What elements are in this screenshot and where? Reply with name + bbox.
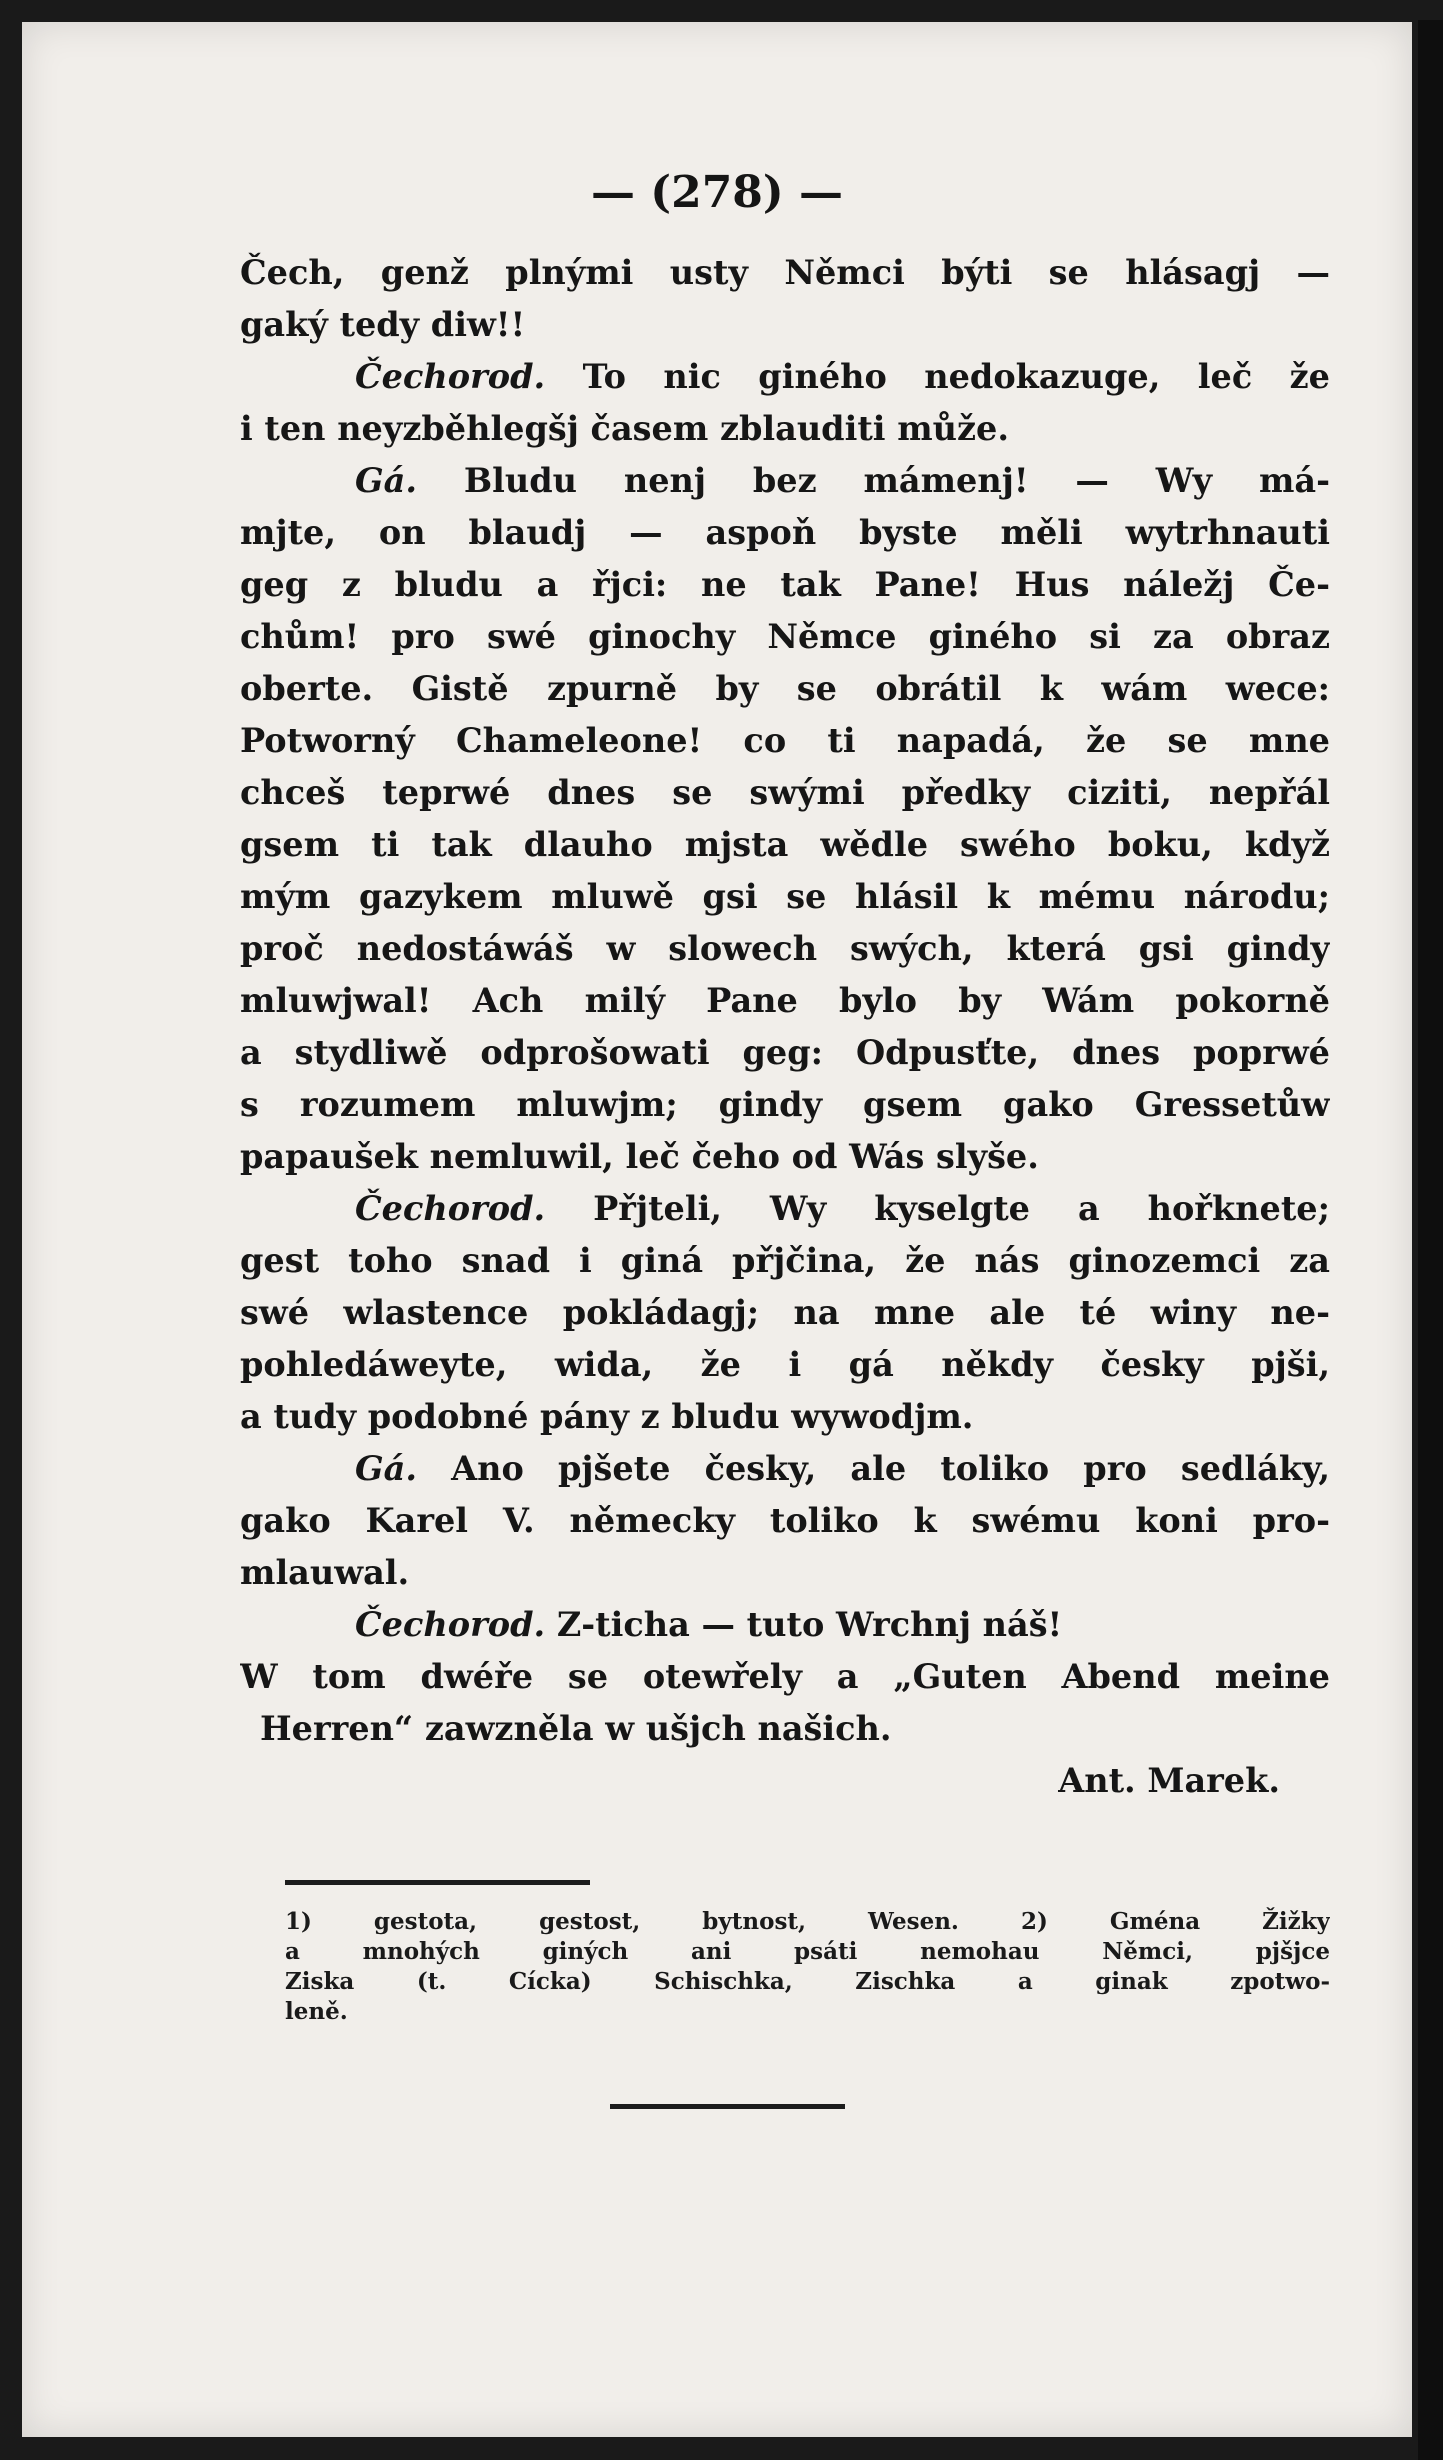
author-signature: Ant. Marek.: [1058, 1761, 1280, 1800]
speech-text: Přjteli, Wy kyselgte a hořknete;: [545, 1189, 1330, 1228]
text-line: mlauwal.: [240, 1553, 410, 1592]
text-line: W tom dwéře se otewřely a „Guten Abend meine: [240, 1657, 1330, 1696]
text-line: Herren“ zawzněla w ušjch našich.: [260, 1709, 892, 1748]
text-line: proč nedostáwáš w slowech swých, která gsi gindy: [240, 929, 1330, 968]
text-line: oberte. Gistě zpurně by se obrátil k wám wece:: [240, 669, 1330, 708]
speaker-name: Čechorod.: [355, 1605, 546, 1644]
text-line: mluwjwal! Ach milý Pane bylo by Wám pokorně: [240, 981, 1330, 1020]
text-line: Potworný Chameleone! co ti napadá, že se mne: [240, 721, 1330, 760]
text-line: geg z bludu a řjci: ne tak Pane! Hus náležj Če-: [240, 565, 1330, 604]
main-text: [240, 247, 1330, 1807]
text-line: gaký tedy diw!!: [240, 305, 526, 344]
end-rule: [610, 2104, 845, 2109]
text-line: chům! pro swé ginochy Němce giného si za obraz: [240, 617, 1330, 656]
speaker-name: Čechorod.: [355, 357, 546, 396]
text-line: [240, 351, 1330, 403]
text-line: i ten neyzběhlegšj časem zblauditi může.: [240, 409, 1009, 448]
text-line: swé wlastence pokládagj; na mne ale té winy ne-: [240, 1293, 1330, 1332]
speaker-name: Čechorod.: [355, 1189, 546, 1228]
text-line: s rozumem mluwjm; gindy gsem gako Gressetůw: [240, 1085, 1330, 1124]
text-line: gsem ti tak dlauho mjsta wědle swého boku, když: [240, 825, 1330, 864]
text-line: chceš teprwé dnes se swými předky ciziti, nepřál: [240, 773, 1330, 812]
footnote-line: 1) gestota, gestost, bytnost, Wesen. 2) Gména Žižky: [285, 1908, 1330, 1935]
text-line: pohledáweyte, wida, že i gá někdy česky pjši,: [240, 1345, 1330, 1384]
text-line: gest toho snad i giná přjčina, že nás ginozemci za: [240, 1241, 1330, 1280]
speech-text: Z-ticha — tuto Wrchnj náš!: [545, 1605, 1063, 1644]
text-line: [240, 455, 1330, 507]
footnote-line: leně.: [285, 1998, 348, 2025]
speech-text: To nic giného nedokazuge, leč že: [545, 357, 1330, 396]
text-line: [240, 1443, 1330, 1495]
speaker-name: Gá.: [355, 461, 417, 500]
text-line: mjte, on blaudj — aspoň byste měli wytrhnauti: [240, 513, 1330, 552]
text-line: [240, 1183, 1330, 1235]
page-number-header: — (278) —: [590, 167, 844, 218]
text-line: a tudy podobné pány z bludu wywodjm.: [240, 1397, 974, 1436]
text-line: a stydliwě odprošowati geg: Odpusťte, dnes poprwé: [240, 1033, 1330, 1072]
text-line: mým gazykem mluwě gsi se hlásil k mému národu;: [240, 877, 1330, 916]
footnotes: [285, 1907, 1330, 2027]
footnote-line: a mnohých giných ani psáti nemohau Němci, pjšjce: [285, 1938, 1330, 1965]
text-line: Čech, genž plnými usty Němci býti se hlásagj —: [240, 253, 1330, 292]
text-line: papaušek nemluwil, leč čeho od Wás slyše.: [240, 1137, 1039, 1176]
text-line: gako Karel V. německy toliko k swému koni pro-: [240, 1501, 1330, 1540]
text-line: [240, 1599, 1330, 1651]
speaker-name: Gá.: [355, 1449, 417, 1488]
scan-edge: [1418, 20, 1443, 2460]
footnote-divider: [285, 1880, 590, 1885]
speech-text: Bludu nenj bez mámenj! — Wy má-: [416, 461, 1330, 500]
footnote-line: Ziska (t. Cícka) Schischka, Zischka a ginak zpotwo-: [285, 1968, 1330, 1995]
book-page: [22, 22, 1412, 2437]
speech-text: Ano pjšete česky, ale toliko pro sedláky,: [416, 1449, 1330, 1488]
